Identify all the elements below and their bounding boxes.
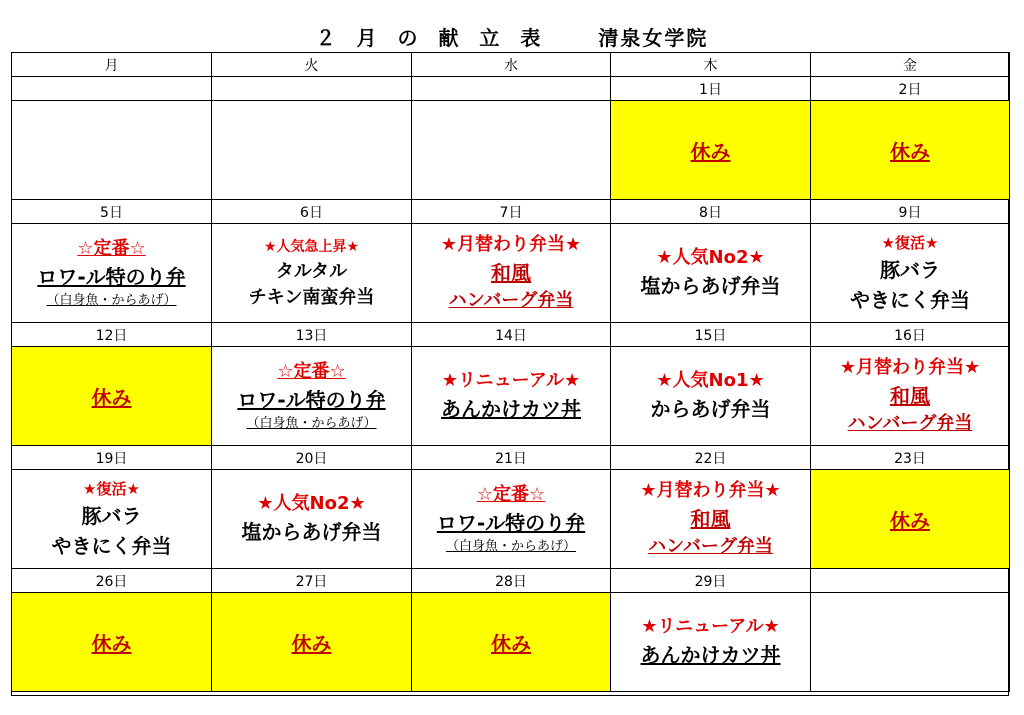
rest-label: 休み (91, 631, 132, 656)
menu-note: （白身魚・からあげ） (46, 293, 177, 308)
menu-tag: ★月替わり弁当★ (440, 234, 582, 255)
menu-name: やきにく弁当 (850, 288, 970, 312)
menu-cell (412, 347, 611, 446)
date-cell: 26日 (12, 569, 212, 593)
date-cell: 15日 (611, 323, 811, 347)
date-row (12, 323, 1010, 347)
date-cell: 22日 (611, 446, 811, 470)
menu-tag: ★リニューアル★ (641, 616, 780, 637)
menu-name: 和風 (890, 384, 930, 408)
menu-row (12, 224, 1010, 323)
weekday-fri: 金 (811, 53, 1010, 77)
menu-cell-rest (12, 593, 212, 692)
menu-cell-rest (611, 101, 811, 200)
date-row (12, 446, 1010, 470)
menu-name: 豚バラ (880, 258, 940, 282)
menu-tag: ★人気No2★ (257, 493, 366, 514)
menu-tag: ★人気No2★ (656, 247, 765, 268)
menu-cell (611, 347, 811, 446)
weekday-mon: 月 (12, 53, 212, 77)
date-cell: 13日 (212, 323, 412, 347)
rest-label: 休み (690, 139, 731, 164)
weekday-thu: 木 (611, 53, 811, 77)
menu-name: 塩からあげ弁当 (241, 520, 382, 544)
menu-tag: ★復活★ (881, 234, 939, 252)
date-cell: 29日 (611, 569, 811, 593)
menu-cell (412, 470, 611, 569)
menu-name: ハンバーグ弁当 (448, 290, 574, 311)
menu-tag: ☆定番☆ (476, 484, 546, 505)
menu-cell-rest (12, 347, 212, 446)
date-row (12, 200, 1010, 224)
date-cell (12, 77, 212, 101)
menu-tag: ★人気No1★ (656, 370, 765, 391)
menu-cell (611, 593, 811, 692)
menu-name: ロワ-ル特のり弁 (237, 388, 386, 412)
menu-cell (212, 224, 412, 323)
date-cell: 8日 (611, 200, 811, 224)
date-cell (212, 77, 412, 101)
date-cell: 28日 (412, 569, 611, 593)
date-cell (811, 569, 1010, 593)
menu-cell-rest (811, 470, 1010, 569)
menu-cell (811, 224, 1010, 323)
menu-row (12, 593, 1010, 692)
menu-tag: ★復活★ (83, 480, 140, 498)
date-cell: 27日 (212, 569, 412, 593)
date-cell: 23日 (811, 446, 1010, 470)
menu-row (12, 101, 1010, 200)
menu-note: （白身魚・からあげ） (246, 416, 377, 431)
menu-cell (412, 224, 611, 323)
page-title (0, 22, 1024, 52)
menu-cell (212, 470, 412, 569)
menu-tag: ★月替わり弁当★ (839, 357, 981, 378)
date-cell: 14日 (412, 323, 611, 347)
weekday-tue: 火 (212, 53, 412, 77)
date-cell (412, 77, 611, 101)
menu-name: あんかけカツ丼 (640, 643, 781, 667)
weekday-header-row (12, 53, 1010, 77)
menu-cell (212, 347, 412, 446)
menu-tag: ★人気急上昇★ (263, 239, 360, 255)
date-cell: 1日 (611, 77, 811, 101)
school-name: 清泉女学院 (598, 26, 709, 50)
menu-cell-empty (12, 101, 212, 200)
menu-tag: ★リニューアル★ (441, 370, 581, 391)
rest-label: 休み (491, 631, 531, 656)
menu-cell (611, 470, 811, 569)
weekday-wed: 水 (412, 53, 611, 77)
date-cell: 20日 (212, 446, 412, 470)
menu-name: からあげ弁当 (650, 397, 771, 421)
rest-label: 休み (291, 631, 332, 656)
date-cell: 6日 (212, 200, 412, 224)
menu-tag: ☆定番☆ (277, 361, 346, 382)
menu-name: チキン南蛮弁当 (248, 287, 375, 308)
menu-cell-rest (811, 101, 1010, 200)
rest-label: 休み (91, 385, 132, 410)
menu-cell (12, 224, 212, 323)
menu-cell-rest (412, 593, 611, 692)
menu-tag: ☆定番☆ (77, 238, 146, 259)
menu-tag: ★月替わり弁当★ (640, 480, 781, 501)
date-cell: 5日 (12, 200, 212, 224)
menu-row (12, 470, 1010, 569)
month-title: ２ 月 の 献 立 表 (315, 26, 543, 50)
menu-name: 和風 (690, 507, 731, 531)
menu-name: ロワ-ル特のり弁 (37, 265, 186, 289)
date-cell: 16日 (811, 323, 1010, 347)
date-cell: 12日 (12, 323, 212, 347)
date-cell: 2日 (811, 77, 1010, 101)
menu-name: 塩からあげ弁当 (640, 274, 781, 298)
menu-cell (811, 347, 1010, 446)
menu-name: 豚バラ (81, 504, 142, 528)
date-cell: 21日 (412, 446, 611, 470)
menu-row (12, 347, 1010, 446)
menu-name: やきにく弁当 (51, 534, 172, 558)
menu-name: ロワ-ル特のり弁 (436, 511, 586, 535)
date-row (12, 569, 1010, 593)
menu-cell (12, 470, 212, 569)
menu-cell-empty (811, 593, 1010, 692)
date-row (12, 77, 1010, 101)
menu-cell-rest (212, 593, 412, 692)
menu-cell (611, 224, 811, 323)
date-cell: 7日 (412, 200, 611, 224)
menu-cell-empty (412, 101, 611, 200)
menu-cell-empty (212, 101, 412, 200)
menu-name: ハンバーグ弁当 (847, 413, 973, 434)
menu-name: タルタル (275, 261, 348, 282)
rest-label: 休み (890, 508, 930, 533)
menu-name: あんかけカツ丼 (441, 397, 581, 421)
menu-name: 和風 (491, 261, 531, 285)
date-cell: 19日 (12, 446, 212, 470)
date-cell: 9日 (811, 200, 1010, 224)
menu-calendar (11, 52, 1009, 696)
rest-label: 休み (890, 139, 930, 164)
menu-note: （白身魚・からあげ） (445, 539, 576, 554)
menu-name: ハンバーグ弁当 (648, 536, 773, 557)
